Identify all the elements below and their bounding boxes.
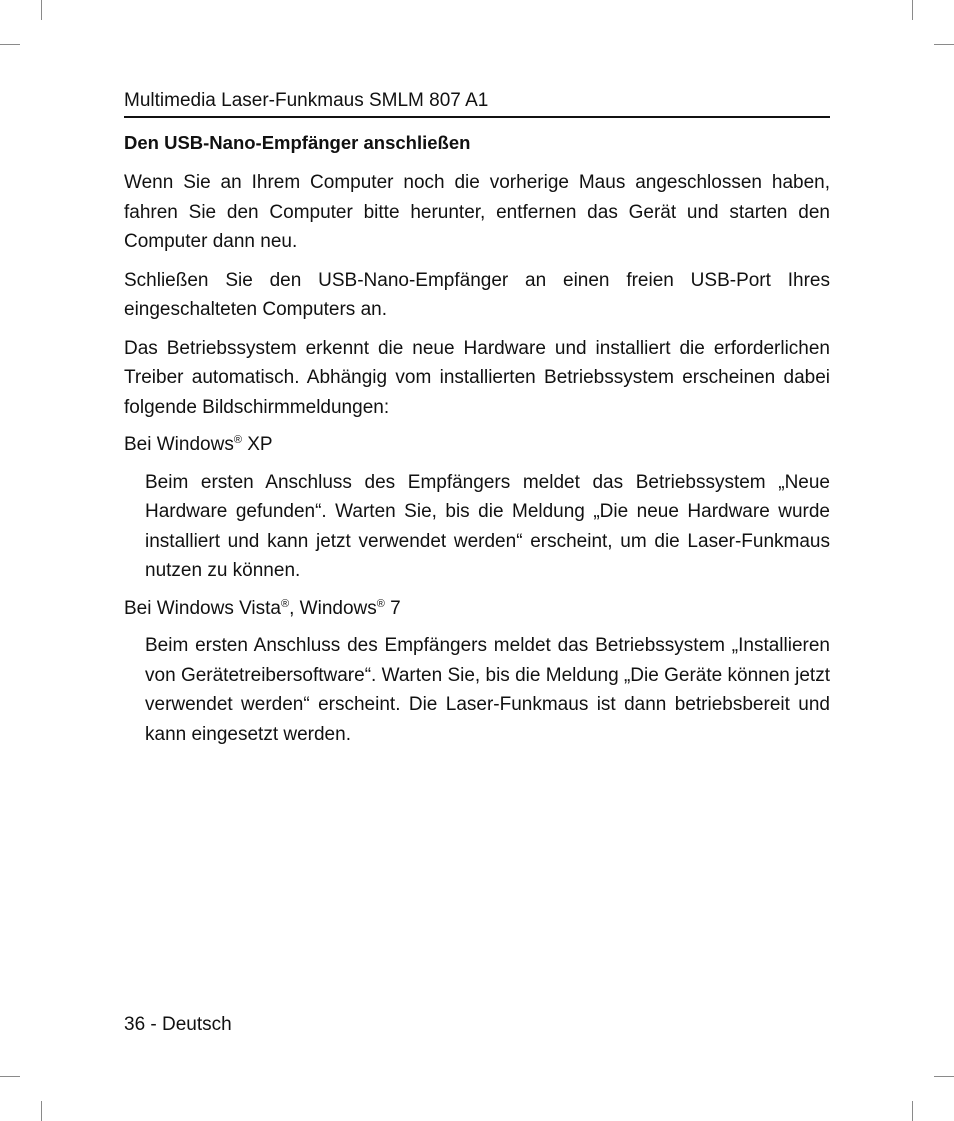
subhead-text: XP <box>241 434 273 455</box>
crop-mark <box>0 44 20 45</box>
subhead-text: 7 <box>384 597 401 619</box>
registered-mark: ® <box>376 597 385 610</box>
crop-mark <box>41 0 42 20</box>
subhead-text: , Windows <box>289 597 377 619</box>
page-header: Multimedia Laser-Funkmaus SMLM 807 A1 <box>124 86 830 118</box>
crop-mark <box>0 1076 20 1077</box>
subhead-windows-xp <box>124 430 830 460</box>
section-title: Den USB-Nano-Empfänger anschließen <box>124 132 471 153</box>
page-footer: 36 - Deutsch <box>124 1014 232 1035</box>
subhead-text: Bei Windows Vista <box>124 597 281 619</box>
subhead-text: Bei Windows <box>124 434 234 455</box>
crop-mark <box>934 1076 954 1077</box>
crop-mark <box>912 0 913 20</box>
paragraph-connect-receiver: Schließen Sie den USB-Nano-Empfänger an einen freien USB-Port Ihres eingeschalteten Computers an. <box>124 269 830 320</box>
page-content <box>124 86 830 749</box>
paragraph-disconnect-old-mouse: Wenn Sie an Ihrem Computer noch die vorherige Maus angeschlossen haben, fahren Sie den Computer bitte herunter, entfernen das Gerät und starten den Computer dann neu. <box>124 172 830 252</box>
registered-mark: ® <box>233 434 242 446</box>
registered-mark: ® <box>281 597 290 610</box>
paragraph-windows-vista-7: Beim ersten Anschluss des Empfängers meldet das Betriebssystem „Installieren von Gerätetreibersoftware“. Warten Sie, bis die Meldung „Die Geräte können jetzt verwendet werden“ erscheint. Die Laser-Funkmaus ist dann betriebsbereit und kann eingesetzt werden. <box>145 635 830 745</box>
subhead-windows-vista-7 <box>124 594 830 624</box>
crop-mark <box>912 1101 913 1121</box>
paragraph-windows-xp: Beim ersten Anschluss des Empfängers meldet das Betriebssystem „Neue Hardware gefunden“. Warten Sie, bis die Meldung „Die neue Hardware wurde installiert und kann jetzt verwendet werden“ erscheint, um die Laser-Funkmaus nutzen zu können. <box>145 471 830 581</box>
paragraph-driver-install: Das Betriebssystem erkennt die neue Hardware und installiert die erforderlichen Treiber automatisch. Abhängig vom installierten Betriebssystem erscheinen dabei folgende Bildschirmmeldungen: <box>124 337 830 418</box>
crop-mark <box>934 44 954 45</box>
crop-mark <box>41 1101 42 1121</box>
